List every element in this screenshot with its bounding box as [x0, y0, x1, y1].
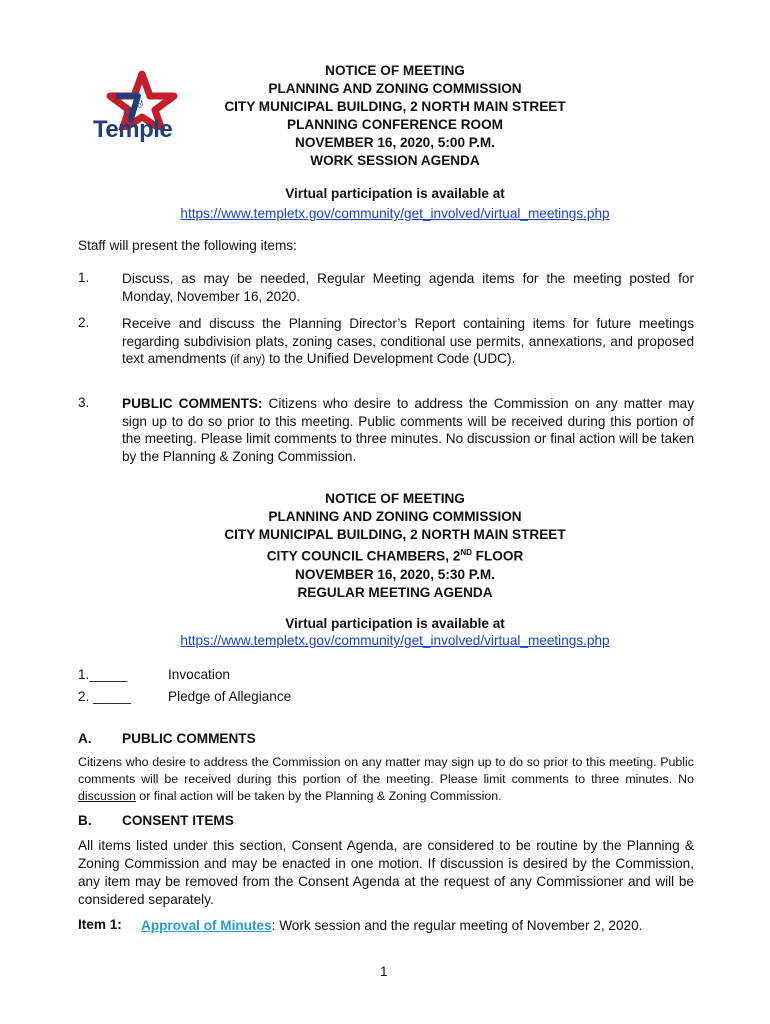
header-line: NOVEMBER 16, 2020, 5:30 P.M. — [295, 566, 495, 582]
staff-intro: Staff will present the following items: — [78, 238, 297, 253]
opening-number: 2. _____ — [78, 689, 131, 704]
item-text — [141, 917, 694, 935]
item-label: Item 1: — [78, 917, 122, 932]
item-text-part: Citizens who desire to address the Commission on any matter may sign up to do so prior to this meeting. Public comments will be received during this portion of the meeting. Please limit comments to three minutes. No discussion or final action will be taken by the Planning & Zoning Commission. — [122, 396, 695, 464]
virtual-label: Virtual participation is available at — [285, 616, 505, 631]
item-text-part: (if any) — [230, 354, 266, 367]
item-text — [122, 315, 694, 370]
header-line: NOTICE OF MEETING — [325, 491, 465, 506]
opening-number: 1._____ — [78, 667, 128, 682]
item-text-part: Receive and discuss the Planning Director’s Report containing items for future meetings regarding subdivision plats, zoning cases, conditional use permits, annexations, and proposed text amendments — [122, 316, 694, 367]
logo-wordmark: Temple — [93, 116, 173, 143]
header-line: PLANNING AND ZONING COMMISSION — [268, 509, 522, 524]
header-line: WORK SESSION AGENDA — [310, 153, 480, 168]
header-line: CITY MUNICIPAL BUILDING, 2 NORTH MAIN STREET — [224, 99, 566, 114]
section-letter: B. — [78, 813, 92, 828]
section-text-underlined: discussion — [78, 789, 136, 803]
virtual-label: Virtual participation is available at — [285, 186, 505, 201]
item-number: 3. — [78, 395, 90, 410]
section-letter: A. — [78, 731, 92, 746]
opening-label: Pledge of Allegiance — [168, 689, 292, 704]
header-line: PLANNING CONFERENCE ROOM — [287, 117, 503, 132]
work-session-header — [0, 62, 770, 170]
section-title: PUBLIC COMMENTS — [122, 731, 256, 746]
header-superscript: ND — [460, 548, 472, 557]
page-number: 1 — [380, 964, 388, 979]
regular-meeting-header — [0, 490, 770, 602]
public-comments-lead: PUBLIC COMMENTS: — [122, 396, 263, 411]
logo-small-text: City of — [121, 98, 146, 119]
item-text-part: to the Unified Development Code (UDC). — [269, 351, 516, 367]
header-line: PLANNING AND ZONING COMMISSION — [268, 81, 522, 96]
header-line: NOVEMBER 16, 2020, 5:00 P.M. — [295, 135, 495, 150]
header-text: FLOOR — [471, 548, 524, 564]
header-text: CITY COUNCIL CHAMBERS, 2 — [266, 548, 461, 564]
header-line: CITY MUNICIPAL BUILDING, 2 NORTH MAIN STREET — [224, 527, 566, 542]
item-number: 1. — [78, 270, 90, 285]
item-text — [122, 395, 694, 465]
section-text: All items listed under this section, Consent Agenda, are considered to be routine by the Planning & Zoning Commission and may be enacted in one motion. If discussion is desired by the Commission, any item may be removed from the Consent Agenda at the request of any Commissioner and will be considered separately. — [78, 838, 694, 907]
virtual-meetings-link[interactable]: https://www.templetx.gov/community/get_involved/virtual_meetings.php — [180, 633, 610, 648]
section-text — [78, 754, 694, 805]
virtual-meetings-link[interactable]: https://www.templetx.gov/community/get_involved/virtual_meetings.php — [180, 206, 610, 221]
item-text: Discuss, as may be needed, Regular Meeting agenda items for the meeting posted for Monday, November 16, 2020. — [122, 271, 694, 304]
section-title: CONSENT ITEMS — [122, 813, 234, 828]
section-text-part: or final action will be taken by the Planning & Zoning Commission. — [135, 789, 502, 803]
header-line: NOTICE OF MEETING — [325, 63, 465, 78]
approval-of-minutes-link[interactable]: Approval of Minutes — [141, 918, 272, 933]
item-number: 2. — [78, 315, 90, 330]
header-line — [0, 544, 770, 566]
opening-label: Invocation — [168, 667, 230, 682]
header-line: REGULAR MEETING AGENDA — [297, 584, 493, 600]
section-text-part: Citizens who desire to address the Commission on any matter may sign up to do so prior to this meeting. Public comments will be received during this portion of the meeting. Please limit comments to three minutes. No — [78, 755, 694, 786]
item-text-part: : Work session and the regular meeting of November 2, 2020. — [271, 918, 643, 933]
